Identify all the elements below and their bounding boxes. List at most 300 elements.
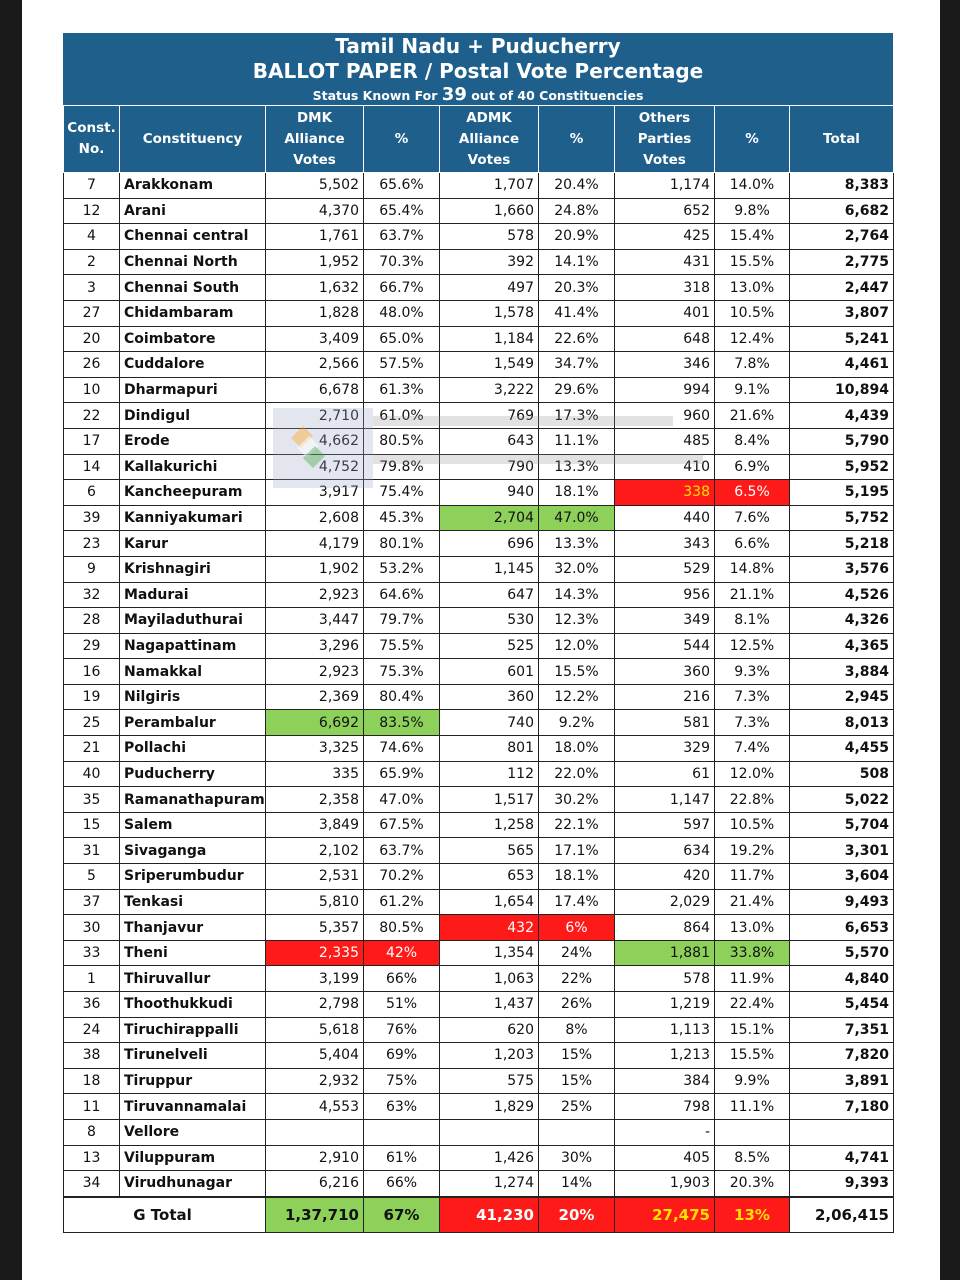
- cell-dmk-pct: 67.5%: [364, 812, 440, 838]
- cell-others-pct: 20.3%: [715, 1171, 790, 1197]
- cell-admk-pct: 17.4%: [539, 889, 615, 915]
- cell-others-votes: 329: [615, 736, 715, 762]
- cell-others-pct: 12.0%: [715, 761, 790, 787]
- cell-const-no: 8: [64, 1119, 120, 1145]
- cell-const-no: 6: [64, 480, 120, 506]
- cell-constituency: Thanjavur: [120, 915, 266, 941]
- cell-total: 4,461: [790, 352, 894, 378]
- cell-others-pct: 8.4%: [715, 428, 790, 454]
- cell-dmk-votes: 5,810: [266, 889, 364, 915]
- cell-dmk-pct: 61.0%: [364, 403, 440, 429]
- cell-const-no: 35: [64, 787, 120, 813]
- cell-admk-votes: 2,704: [440, 505, 539, 531]
- cell-admk-votes: 740: [440, 710, 539, 736]
- cell-total: 10,894: [790, 377, 894, 403]
- cell-dmk-pct: 61%: [364, 1145, 440, 1171]
- cell-dmk-pct: 66.7%: [364, 275, 440, 301]
- cell-constituency: Namakkal: [120, 659, 266, 685]
- cell-dmk-votes: 4,553: [266, 1094, 364, 1120]
- cell-dmk-votes: [266, 1119, 364, 1145]
- cell-others-pct: 9.9%: [715, 1068, 790, 1094]
- cell-dmk-pct: 69%: [364, 1043, 440, 1069]
- cell-constituency: Krishnagiri: [120, 556, 266, 582]
- cell-dmk-pct: 66%: [364, 966, 440, 992]
- cell-others-pct: 7.4%: [715, 736, 790, 762]
- cell-constituency: Viluppuram: [120, 1145, 266, 1171]
- grand-total-dmk-pct: 67%: [364, 1197, 440, 1233]
- cell-others-votes: 420: [615, 864, 715, 890]
- header-row: [64, 106, 894, 173]
- cell-admk-votes: 530: [440, 608, 539, 634]
- table-row: [64, 531, 894, 557]
- cell-constituency: Chennai North: [120, 249, 266, 275]
- cell-admk-votes: 1,549: [440, 352, 539, 378]
- cell-others-votes: 2,029: [615, 889, 715, 915]
- cell-dmk-votes: 3,296: [266, 633, 364, 659]
- cell-dmk-votes: 2,910: [266, 1145, 364, 1171]
- cell-const-no: 11: [64, 1094, 120, 1120]
- cell-const-no: 3: [64, 275, 120, 301]
- cell-admk-pct: 20.9%: [539, 224, 615, 250]
- cell-others-votes: 994: [615, 377, 715, 403]
- cell-admk-votes: 575: [440, 1068, 539, 1094]
- table-row: [64, 352, 894, 378]
- cell-dmk-pct: [364, 1119, 440, 1145]
- cell-others-votes: 401: [615, 300, 715, 326]
- table-row: [64, 428, 894, 454]
- cell-constituency: Madurai: [120, 582, 266, 608]
- cell-total: 4,741: [790, 1145, 894, 1171]
- cell-total: 4,526: [790, 582, 894, 608]
- cell-admk-votes: 565: [440, 838, 539, 864]
- grand-total-label: G Total: [64, 1197, 266, 1233]
- cell-others-pct: 7.3%: [715, 684, 790, 710]
- cell-admk-pct: 18.1%: [539, 864, 615, 890]
- cell-total: 5,790: [790, 428, 894, 454]
- cell-others-votes: 318: [615, 275, 715, 301]
- cell-const-no: 39: [64, 505, 120, 531]
- cell-const-no: 16: [64, 659, 120, 685]
- cell-dmk-votes: 335: [266, 761, 364, 787]
- table-row: [64, 633, 894, 659]
- cell-const-no: 38: [64, 1043, 120, 1069]
- cell-others-votes: 652: [615, 198, 715, 224]
- cell-others-pct: 10.5%: [715, 812, 790, 838]
- cell-dmk-votes: 5,502: [266, 173, 364, 199]
- cell-constituency: Erode: [120, 428, 266, 454]
- cell-constituency: Arakkonam: [120, 173, 266, 199]
- cell-others-pct: 6.6%: [715, 531, 790, 557]
- table-row: [64, 684, 894, 710]
- cell-others-votes: 346: [615, 352, 715, 378]
- cell-constituency: Sriperumbudur: [120, 864, 266, 890]
- cell-admk-votes: 1,707: [440, 173, 539, 199]
- cell-dmk-votes: 2,358: [266, 787, 364, 813]
- cell-constituency: Ramanathapuram: [120, 787, 266, 813]
- cell-const-no: 29: [64, 633, 120, 659]
- cell-others-pct: 15.1%: [715, 1017, 790, 1043]
- cell-others-votes: 578: [615, 966, 715, 992]
- cell-const-no: 25: [64, 710, 120, 736]
- cell-dmk-votes: 3,199: [266, 966, 364, 992]
- cell-constituency: Sivaganga: [120, 838, 266, 864]
- cell-dmk-votes: 3,917: [266, 480, 364, 506]
- table-row: [64, 1043, 894, 1069]
- cell-constituency: Tiruppur: [120, 1068, 266, 1094]
- table-row: [64, 198, 894, 224]
- cell-constituency: Kancheepuram: [120, 480, 266, 506]
- table-row: [64, 173, 894, 199]
- cell-constituency: Kanniyakumari: [120, 505, 266, 531]
- cell-admk-pct: 30.2%: [539, 787, 615, 813]
- cell-admk-votes: 1,426: [440, 1145, 539, 1171]
- cell-dmk-votes: 6,692: [266, 710, 364, 736]
- cell-total: 8,383: [790, 173, 894, 199]
- table-row: [64, 1119, 894, 1145]
- cell-dmk-pct: 75.3%: [364, 659, 440, 685]
- cell-others-pct: 15.5%: [715, 249, 790, 275]
- cell-const-no: 27: [64, 300, 120, 326]
- table-row: [64, 812, 894, 838]
- cell-others-pct: 9.1%: [715, 377, 790, 403]
- cell-constituency: Puducherry: [120, 761, 266, 787]
- cell-admk-pct: 8%: [539, 1017, 615, 1043]
- cell-admk-votes: 790: [440, 454, 539, 480]
- table-row: [64, 275, 894, 301]
- cell-admk-votes: 769: [440, 403, 539, 429]
- cell-others-pct: 14.8%: [715, 556, 790, 582]
- cell-admk-pct: 12.2%: [539, 684, 615, 710]
- cell-admk-votes: 601: [440, 659, 539, 685]
- cell-total: 9,493: [790, 889, 894, 915]
- col-header-dmk-pct: %: [364, 106, 440, 173]
- cell-admk-pct: 41.4%: [539, 300, 615, 326]
- col-header-constituency: Constituency: [120, 106, 266, 173]
- cell-admk-votes: 1,354: [440, 940, 539, 966]
- cell-total: 9,393: [790, 1171, 894, 1197]
- cell-constituency: Dindigul: [120, 403, 266, 429]
- cell-const-no: 30: [64, 915, 120, 941]
- cell-total: 5,195: [790, 480, 894, 506]
- cell-others-votes: 1,881: [615, 940, 715, 966]
- grand-total-dmk: 1,37,710: [266, 1197, 364, 1233]
- cell-admk-pct: 18.0%: [539, 736, 615, 762]
- table-row: [64, 326, 894, 352]
- cell-const-no: 18: [64, 1068, 120, 1094]
- cell-total: 508: [790, 761, 894, 787]
- cell-admk-votes: 801: [440, 736, 539, 762]
- table-row: [64, 940, 894, 966]
- table-row: [64, 582, 894, 608]
- cell-dmk-pct: 61.2%: [364, 889, 440, 915]
- table-row: [64, 249, 894, 275]
- col-header-total: Total: [790, 106, 894, 173]
- cell-dmk-votes: 4,662: [266, 428, 364, 454]
- cell-admk-pct: 15%: [539, 1043, 615, 1069]
- cell-admk-pct: 24%: [539, 940, 615, 966]
- table-row: [64, 838, 894, 864]
- grand-total-others-pct: 13%: [715, 1197, 790, 1233]
- col-header-admk-votes: ADMK Alliance Votes: [440, 106, 539, 173]
- cell-dmk-pct: 70.2%: [364, 864, 440, 890]
- cell-const-no: 32: [64, 582, 120, 608]
- cell-others-votes: 529: [615, 556, 715, 582]
- cell-constituency: Mayiladuthurai: [120, 608, 266, 634]
- cell-admk-pct: 17.3%: [539, 403, 615, 429]
- cell-dmk-votes: 5,357: [266, 915, 364, 941]
- cell-dmk-votes: 2,531: [266, 864, 364, 890]
- cell-const-no: 19: [64, 684, 120, 710]
- cell-const-no: 37: [64, 889, 120, 915]
- cell-dmk-votes: 3,409: [266, 326, 364, 352]
- cell-admk-votes: 1,274: [440, 1171, 539, 1197]
- cell-others-votes: 634: [615, 838, 715, 864]
- cell-admk-votes: 1,517: [440, 787, 539, 813]
- cell-admk-pct: 13.3%: [539, 454, 615, 480]
- cell-admk-votes: 1,578: [440, 300, 539, 326]
- cell-constituency: Tiruvannamalai: [120, 1094, 266, 1120]
- cell-admk-votes: 1,063: [440, 966, 539, 992]
- cell-constituency: Kallakurichi: [120, 454, 266, 480]
- cell-others-votes: 425: [615, 224, 715, 250]
- cell-dmk-pct: 63.7%: [364, 224, 440, 250]
- cell-dmk-pct: 51%: [364, 992, 440, 1018]
- cell-others-pct: 33.8%: [715, 940, 790, 966]
- cell-others-votes: 405: [615, 1145, 715, 1171]
- cell-others-votes: 360: [615, 659, 715, 685]
- cell-dmk-pct: 80.4%: [364, 684, 440, 710]
- cell-total: [790, 1119, 894, 1145]
- cell-dmk-pct: 65.4%: [364, 198, 440, 224]
- cell-dmk-pct: 47.0%: [364, 787, 440, 813]
- cell-admk-votes: [440, 1119, 539, 1145]
- cell-admk-pct: 22.1%: [539, 812, 615, 838]
- cell-total: 5,218: [790, 531, 894, 557]
- cell-dmk-pct: 79.7%: [364, 608, 440, 634]
- cell-const-no: 2: [64, 249, 120, 275]
- cell-const-no: 33: [64, 940, 120, 966]
- cell-constituency: Tiruchirappalli: [120, 1017, 266, 1043]
- cell-dmk-votes: 2,369: [266, 684, 364, 710]
- cell-dmk-votes: 2,798: [266, 992, 364, 1018]
- title-banner: [63, 33, 893, 105]
- table-row: [64, 1145, 894, 1171]
- cell-others-pct: 13.0%: [715, 915, 790, 941]
- cell-others-pct: 8.1%: [715, 608, 790, 634]
- cell-admk-pct: 20.3%: [539, 275, 615, 301]
- cell-admk-votes: 112: [440, 761, 539, 787]
- cell-others-pct: [715, 1119, 790, 1145]
- cell-constituency: Pollachi: [120, 736, 266, 762]
- cell-total: 8,013: [790, 710, 894, 736]
- cell-others-votes: 384: [615, 1068, 715, 1094]
- cell-admk-votes: 1,654: [440, 889, 539, 915]
- cell-dmk-pct: 65.6%: [364, 173, 440, 199]
- cell-admk-votes: 497: [440, 275, 539, 301]
- cell-admk-pct: 22%: [539, 966, 615, 992]
- cell-dmk-votes: 1,952: [266, 249, 364, 275]
- cell-admk-pct: [539, 1119, 615, 1145]
- cell-const-no: 13: [64, 1145, 120, 1171]
- status-known-count: 39: [441, 84, 467, 105]
- cell-admk-votes: 360: [440, 684, 539, 710]
- table-row: [64, 659, 894, 685]
- cell-total: 5,752: [790, 505, 894, 531]
- cell-others-pct: 6.9%: [715, 454, 790, 480]
- title-line-1: Tamil Nadu + Puducherry: [335, 34, 621, 58]
- cell-dmk-pct: 80.1%: [364, 531, 440, 557]
- cell-admk-pct: 17.1%: [539, 838, 615, 864]
- cell-constituency: Thoothukkudi: [120, 992, 266, 1018]
- cell-others-pct: 11.1%: [715, 1094, 790, 1120]
- cell-dmk-pct: 66%: [364, 1171, 440, 1197]
- cell-constituency: Nagapattinam: [120, 633, 266, 659]
- cell-constituency: Dharmapuri: [120, 377, 266, 403]
- cell-dmk-votes: 5,618: [266, 1017, 364, 1043]
- cell-others-pct: 6.5%: [715, 480, 790, 506]
- cell-total: 3,891: [790, 1068, 894, 1094]
- cell-total: 5,454: [790, 992, 894, 1018]
- cell-total: 4,365: [790, 633, 894, 659]
- cell-total: 7,351: [790, 1017, 894, 1043]
- cell-dmk-votes: 6,678: [266, 377, 364, 403]
- cell-admk-votes: 1,829: [440, 1094, 539, 1120]
- cell-admk-pct: 24.8%: [539, 198, 615, 224]
- cell-admk-pct: 13.3%: [539, 531, 615, 557]
- cell-others-votes: 431: [615, 249, 715, 275]
- cell-admk-pct: 34.7%: [539, 352, 615, 378]
- cell-admk-pct: 18.1%: [539, 480, 615, 506]
- status-prefix: Status Known For: [312, 88, 438, 103]
- cell-others-pct: 15.5%: [715, 1043, 790, 1069]
- cell-admk-pct: 14.1%: [539, 249, 615, 275]
- col-header-dmk-votes: DMK Alliance Votes: [266, 106, 364, 173]
- cell-constituency: Chidambaram: [120, 300, 266, 326]
- cell-const-no: 20: [64, 326, 120, 352]
- table-row: [64, 1094, 894, 1120]
- cell-constituency: Arani: [120, 198, 266, 224]
- cell-others-pct: 7.3%: [715, 710, 790, 736]
- cell-others-pct: 9.8%: [715, 198, 790, 224]
- results-table: [63, 105, 894, 1233]
- cell-constituency: Cuddalore: [120, 352, 266, 378]
- cell-const-no: 21: [64, 736, 120, 762]
- cell-total: 3,884: [790, 659, 894, 685]
- cell-admk-pct: 26%: [539, 992, 615, 1018]
- cell-dmk-votes: 6,216: [266, 1171, 364, 1197]
- cell-others-votes: 956: [615, 582, 715, 608]
- cell-constituency: Coimbatore: [120, 326, 266, 352]
- cell-dmk-votes: 4,179: [266, 531, 364, 557]
- cell-others-votes: 1,147: [615, 787, 715, 813]
- cell-others-votes: 544: [615, 633, 715, 659]
- cell-admk-votes: 653: [440, 864, 539, 890]
- cell-admk-pct: 15%: [539, 1068, 615, 1094]
- cell-admk-pct: 30%: [539, 1145, 615, 1171]
- status-line: [63, 86, 893, 105]
- cell-dmk-pct: 75.4%: [364, 480, 440, 506]
- cell-total: 5,570: [790, 940, 894, 966]
- cell-admk-pct: 47.0%: [539, 505, 615, 531]
- cell-const-no: 5: [64, 864, 120, 890]
- cell-dmk-votes: 2,710: [266, 403, 364, 429]
- cell-admk-pct: 12.0%: [539, 633, 615, 659]
- cell-dmk-pct: 64.6%: [364, 582, 440, 608]
- table-row: [64, 710, 894, 736]
- cell-admk-pct: 22.6%: [539, 326, 615, 352]
- cell-dmk-pct: 80.5%: [364, 915, 440, 941]
- cell-dmk-votes: 5,404: [266, 1043, 364, 1069]
- cell-admk-pct: 25%: [539, 1094, 615, 1120]
- cell-others-votes: 485: [615, 428, 715, 454]
- cell-admk-votes: 940: [440, 480, 539, 506]
- cell-total: 5,241: [790, 326, 894, 352]
- cell-total: 3,604: [790, 864, 894, 890]
- cell-others-votes: 581: [615, 710, 715, 736]
- col-header-admk-pct: %: [539, 106, 615, 173]
- cell-const-no: 7: [64, 173, 120, 199]
- grand-total-admk: 41,230: [440, 1197, 539, 1233]
- table-row: [64, 300, 894, 326]
- table-row: [64, 761, 894, 787]
- grand-total-admk-pct: 20%: [539, 1197, 615, 1233]
- cell-others-pct: 12.4%: [715, 326, 790, 352]
- cell-constituency: Vellore: [120, 1119, 266, 1145]
- cell-dmk-pct: 65.9%: [364, 761, 440, 787]
- col-header-others-votes: Others Parties Votes: [615, 106, 715, 173]
- cell-dmk-pct: 53.2%: [364, 556, 440, 582]
- status-suffix: out of 40 Constituencies: [471, 88, 644, 103]
- cell-dmk-votes: 1,761: [266, 224, 364, 250]
- cell-others-pct: 7.8%: [715, 352, 790, 378]
- table-row: [64, 556, 894, 582]
- cell-others-votes: -: [615, 1119, 715, 1145]
- cell-dmk-votes: 2,608: [266, 505, 364, 531]
- cell-others-pct: 11.9%: [715, 966, 790, 992]
- cell-const-no: 1: [64, 966, 120, 992]
- cell-total: 3,807: [790, 300, 894, 326]
- cell-others-votes: 61: [615, 761, 715, 787]
- cell-others-pct: 8.5%: [715, 1145, 790, 1171]
- cell-constituency: Karur: [120, 531, 266, 557]
- cell-others-votes: 798: [615, 1094, 715, 1120]
- cell-dmk-pct: 57.5%: [364, 352, 440, 378]
- cell-others-votes: 343: [615, 531, 715, 557]
- cell-admk-votes: 1,184: [440, 326, 539, 352]
- cell-others-pct: 19.2%: [715, 838, 790, 864]
- cell-dmk-pct: 83.5%: [364, 710, 440, 736]
- cell-others-pct: 15.4%: [715, 224, 790, 250]
- cell-dmk-pct: 76%: [364, 1017, 440, 1043]
- cell-dmk-votes: 3,849: [266, 812, 364, 838]
- cell-total: 5,952: [790, 454, 894, 480]
- table-row: [64, 403, 894, 429]
- cell-others-votes: 1,213: [615, 1043, 715, 1069]
- cell-const-no: 15: [64, 812, 120, 838]
- cell-others-votes: 1,174: [615, 173, 715, 199]
- cell-dmk-votes: 4,370: [266, 198, 364, 224]
- table-row: [64, 966, 894, 992]
- cell-dmk-pct: 70.3%: [364, 249, 440, 275]
- cell-total: 2,447: [790, 275, 894, 301]
- cell-admk-pct: 20.4%: [539, 173, 615, 199]
- grand-total-others: 27,475: [615, 1197, 715, 1233]
- cell-others-pct: 21.4%: [715, 889, 790, 915]
- table-row: [64, 992, 894, 1018]
- cell-others-votes: 1,219: [615, 992, 715, 1018]
- cell-total: 2,945: [790, 684, 894, 710]
- cell-total: 3,576: [790, 556, 894, 582]
